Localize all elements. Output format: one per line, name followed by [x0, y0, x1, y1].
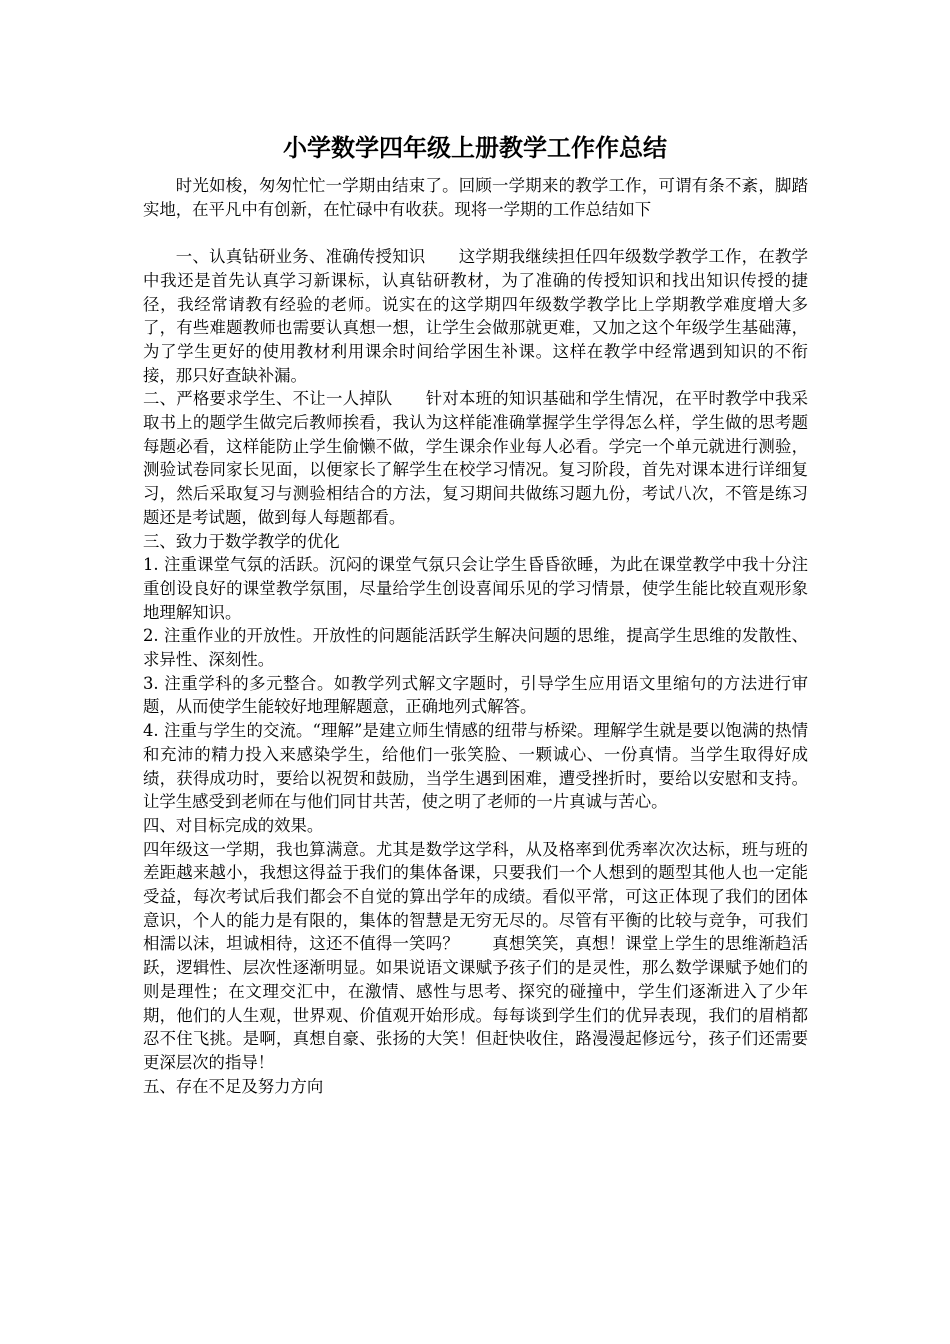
section-2-paragraph: 二、严格要求学生、不让一人掉队 针对本班的知识基础和学生情况，在平时教学中我采取书上的题学生做完后教师挨看，我认为这样能准确掌握学生学得怎么样，学生做的思考题每题必看，这样能防止学生偷懒不做，学生课余作业每人必看。学完一个单元就进行测验，测验试卷同家长见面，以便家长了解学生在校学习情况。复习阶段，首先对课本进行详细复习，然后采取复习与测验相结合的方法，复习期间共做练习题九份，考试八次，不管是练习题还是考试题，做到每人每题都看。 [143, 389, 808, 527]
section-3-item-3: 3. 注重学科的多元整合。如教学列式解文字题时，引导学生应用语文里缩句的方法进行审题，从而使学生能较好地理解题意，正确地列式解答。 [143, 673, 808, 717]
section-3-item-1: 1. 注重课堂气氛的活跃。沉闷的课堂气氛只会让学生昏昏欲睡，为此在课堂教学中我十分注重创设良好的课堂教学氛围，尽量给学生创设喜闻乐见的学习情景，使学生能比较直观形象地理解知识。 [143, 555, 808, 622]
section-3-item-2: 2. 注重作业的开放性。开放性的问题能活跃学生解决问题的思维，提高学生思维的发散性、求异性、深刻性。 [143, 626, 808, 670]
document-title: 小学数学四年级上册教学工作作总结 [283, 134, 667, 162]
section-1-paragraph: 一、认真钻研业务、准确传授知识 这学期我继续担任四年级数学教学工作，在教学中我还是首先认真学习新课标，认真钻研教材，为了准确的传授知识和找出知识传授的捷径，我经常请教有经验的老师。说实在的这学期四年级数学教学比上学期教学难度增大多了，有些难题教师也需要认真想一想，让学生会做那就更难，又加之这个年级学生基础薄，为了学生更好的使用教材利用课余时间给学困生补课。这样在教学中经常遇到知识的不衔接，那只好查缺补漏。 [143, 247, 808, 385]
section-4-heading: 四、对目标完成的效果。 [143, 815, 324, 835]
intro-paragraph: 时光如梭，匆匆忙忙一学期由结束了。回顾一学期来的教学工作，可谓有条不紊，脚踏实地，在平凡中有创新，在忙碌中有收获。现将一学期的工作总结如下 [143, 176, 808, 219]
document-body [143, 174, 808, 1098]
section-3-heading: 三、致力于数学教学的优化 [143, 531, 340, 551]
section-5-heading: 五、存在不足及努力方向 [143, 1076, 324, 1096]
section-4-paragraph: 四年级这一学期，我也算满意。尤其是数学这学科，从及格率到优秀率次次达标，班与班的差距越来越小，我想这得益于我们的集体备课，只要我们一个人想到的题型其他人也一定能受益，每次考试后我们都会不自觉的算出学年的成绩。看似平常，可这正体现了我们的团体意识，个人的能力是有限的，集体的智慧是无穷无尽的。尽管有平衡的比较与竞争，可我们相濡以沫，坦诚相待，这还不值得一笑吗？ 真想笑笑，真想！课堂上学生的思维渐趋活跃，逻辑性、层次性逐渐明显。如果说语文课赋予孩子们的是灵性，那么数学课赋予她们的则是理性；在文理交汇中，在激情、感性与思考、探究的碰撞中，学生们逐渐进入了少年期，他们的人生观，世界观、价值观开始形成。每每谈到学生们的优异表现，我们的眉梢都忍不住飞挑。是啊，真想自豪、张扬的大笑！但赶快收住，路漫漫起修远兮，孩子们还需要更深层次的指导！ [143, 839, 808, 1072]
section-3-item-4: 4. 注重与学生的交流。“理解”是建立师生情感的纽带与桥梁。理解学生就是要以饱满的热情和充沛的精力投入来感染学生，给他们一张笑脸、一颗诚心、一份真情。当学生取得好成绩，获得成功时，要给以祝贺和鼓励，当学生遇到困难，遭受挫折时，要给以安慰和支持。让学生感受到老师在与他们同甘共苦，使之明了老师的一片真诚与苦心。 [143, 721, 808, 812]
